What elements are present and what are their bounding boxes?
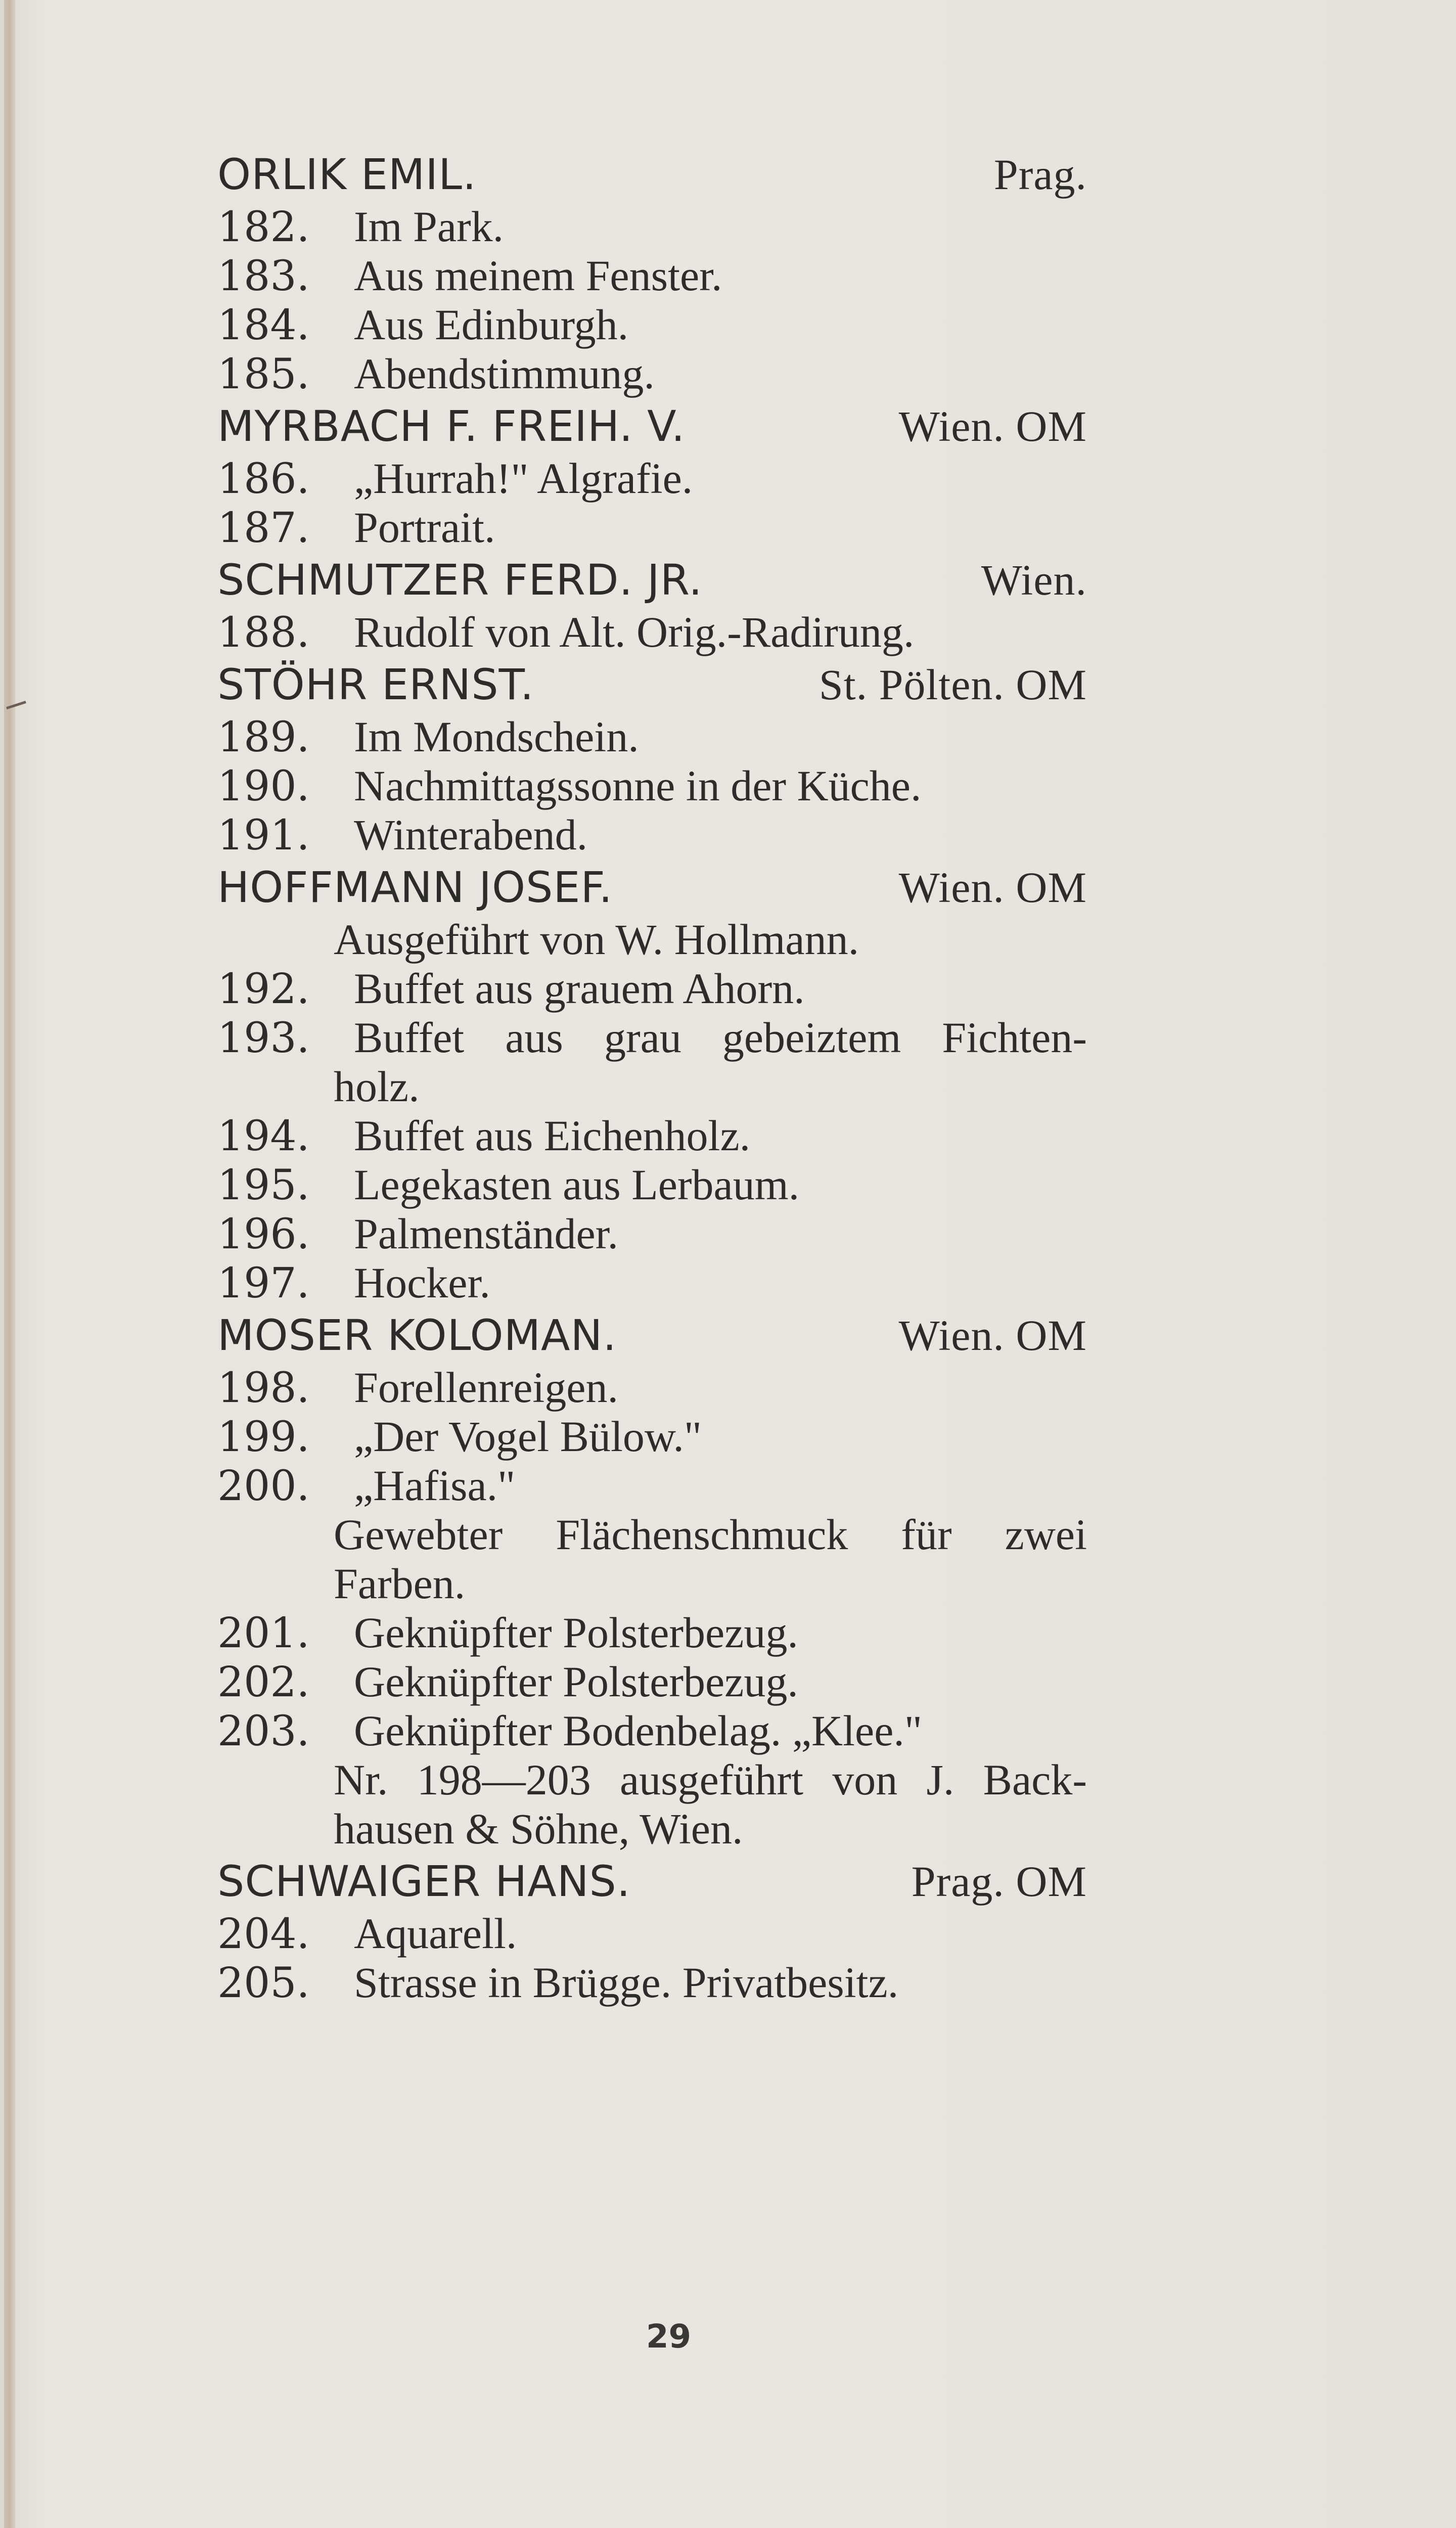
entry-note: hausen & Söhne, Wien. — [334, 1804, 743, 1853]
artist-location: Wien. OM — [898, 863, 1087, 912]
entry-title: Geknüpfter Polsterbezug. — [354, 1657, 798, 1706]
entry-title: Geknüpfter Polsterbezug. — [354, 1608, 798, 1657]
catalog-entry — [217, 964, 1087, 1013]
artist-location: Wien. — [981, 556, 1087, 604]
entry-number: 183. — [217, 252, 310, 300]
artist-heading — [217, 552, 1087, 608]
entry-number: 200. — [217, 1462, 310, 1510]
entry-number: 192. — [217, 965, 310, 1013]
entry-number: 193. — [217, 1014, 310, 1062]
entry-title: Palmenständer. — [354, 1209, 619, 1258]
entry-title: Rudolf von Alt. Orig.-Radirung. — [354, 608, 915, 656]
artist-name: SCHMUTZER FERD. JR. — [217, 555, 703, 605]
entry-number: 182. — [217, 203, 310, 251]
catalog-entry — [217, 1209, 1087, 1258]
catalog-entry — [217, 349, 1087, 398]
entry-note: Nr. 198—203 ausgeführt von J. Back- — [334, 1755, 1087, 1804]
catalog-entry — [217, 1657, 1087, 1706]
entry-title: Strasse in Brügge. Privatbesitz. — [354, 1958, 899, 2007]
entry-title: Nachmittagssonne in der Küche. — [354, 761, 922, 810]
entry-number: 204. — [217, 1910, 310, 1958]
entry-title: „Hafisa." — [354, 1461, 516, 1510]
entry-title: Aus meinem Fenster. — [354, 251, 722, 300]
entry-title: Winterabend. — [354, 810, 588, 859]
entry-number: 201. — [217, 1609, 310, 1657]
section-note: Ausgeführt von W. Hollmann. — [334, 915, 859, 964]
entry-title: Geknüpfter Bodenbelag. „Klee." — [354, 1706, 923, 1755]
catalog-entry — [217, 608, 1087, 657]
artist-heading — [217, 1307, 1087, 1363]
entry-title: Legekasten aus Lerbaum. — [354, 1160, 800, 1209]
catalog-entry — [217, 712, 1087, 761]
entry-title: Buffet aus grau gebeiztem Fichten- — [354, 1013, 1087, 1062]
entry-title: Im Mondschein. — [354, 712, 639, 761]
artist-heading — [217, 147, 1087, 202]
artist-heading — [217, 1854, 1087, 1909]
entry-number: 194. — [217, 1112, 310, 1160]
entry-number: 199. — [217, 1413, 310, 1461]
catalog-entry — [217, 1461, 1087, 1510]
artist-heading — [217, 657, 1087, 712]
entry-number: 205. — [217, 1959, 310, 2007]
artist-name: HOFFMANN JOSEF. — [217, 863, 613, 912]
entry-note: Gewebter Flächenschmuck für zwei — [334, 1510, 1087, 1559]
catalog-entry — [217, 1363, 1087, 1412]
entry-number: 202. — [217, 1658, 310, 1706]
entry-number: 188. — [217, 609, 310, 657]
entry-title: Aquarell. — [354, 1909, 517, 1958]
artist-location: Wien. OM — [898, 1311, 1087, 1360]
artist-name: STÖHR ERNST. — [217, 660, 534, 709]
artist-name: MYRBACH F. FREIH. V. — [217, 401, 686, 451]
catalog-entry — [217, 1013, 1087, 1062]
catalog-entry — [217, 810, 1087, 860]
artist-location: St. Pölten. OM — [818, 660, 1087, 709]
entry-title: Portrait. — [354, 503, 495, 552]
entry-number: 203. — [217, 1707, 310, 1755]
artist-heading — [217, 860, 1087, 915]
catalog-entry — [217, 503, 1087, 552]
artist-name: SCHWAIGER HANS. — [217, 1857, 631, 1906]
entry-number: 197. — [217, 1259, 310, 1307]
artist-name: ORLIK EMIL. — [217, 150, 477, 199]
entry-title: Im Park. — [354, 202, 504, 251]
catalog-entry — [217, 1608, 1087, 1657]
entry-title: Forellenreigen. — [354, 1363, 618, 1412]
artist-location: Prag. — [993, 150, 1087, 199]
entry-title: „Der Vogel Bülow." — [354, 1412, 702, 1461]
catalog-entry — [217, 761, 1087, 810]
catalog-entry — [217, 1909, 1087, 1958]
catalog-entry — [217, 1160, 1087, 1209]
entry-number: 196. — [217, 1210, 310, 1258]
entry-number: 187. — [217, 504, 310, 552]
artist-heading — [217, 398, 1087, 454]
entry-title: Abendstimmung. — [354, 349, 655, 398]
catalog-entry — [217, 1258, 1087, 1307]
entry-number: 184. — [217, 301, 310, 349]
entry-title: Buffet aus grauem Ahorn. — [354, 964, 805, 1013]
artist-location: Wien. OM — [898, 402, 1087, 450]
entry-title-continuation: holz. — [334, 1062, 420, 1111]
page-number: 29 — [646, 2318, 692, 2356]
book-spine — [4, 0, 15, 2528]
artist-location: Prag. OM — [911, 1857, 1087, 1906]
catalog-entry — [217, 454, 1087, 503]
entry-number: 198. — [217, 1364, 310, 1412]
entry-number: 195. — [217, 1161, 310, 1209]
catalog-list — [217, 147, 1087, 2007]
entry-title: „Hurrah!" Algrafie. — [354, 454, 693, 503]
entry-number: 186. — [217, 455, 310, 503]
catalog-entry — [217, 1958, 1087, 2007]
catalog-entry — [217, 1706, 1087, 1755]
catalog-entry — [217, 251, 1087, 300]
entry-title: Aus Edinburgh. — [354, 300, 629, 349]
entry-title: Hocker. — [354, 1258, 490, 1307]
entry-number: 189. — [217, 713, 310, 761]
catalog-entry — [217, 1111, 1087, 1160]
entry-title: Buffet aus Eichenholz. — [354, 1111, 751, 1160]
catalog-entry — [217, 1412, 1087, 1461]
entry-number: 191. — [217, 811, 310, 860]
catalog-entry — [217, 202, 1087, 251]
catalog-entry — [217, 300, 1087, 349]
entry-number: 185. — [217, 350, 310, 398]
entry-number: 190. — [217, 762, 310, 810]
entry-note: Farben. — [334, 1559, 466, 1608]
artist-name: MOSER KOLOMAN. — [217, 1311, 617, 1360]
